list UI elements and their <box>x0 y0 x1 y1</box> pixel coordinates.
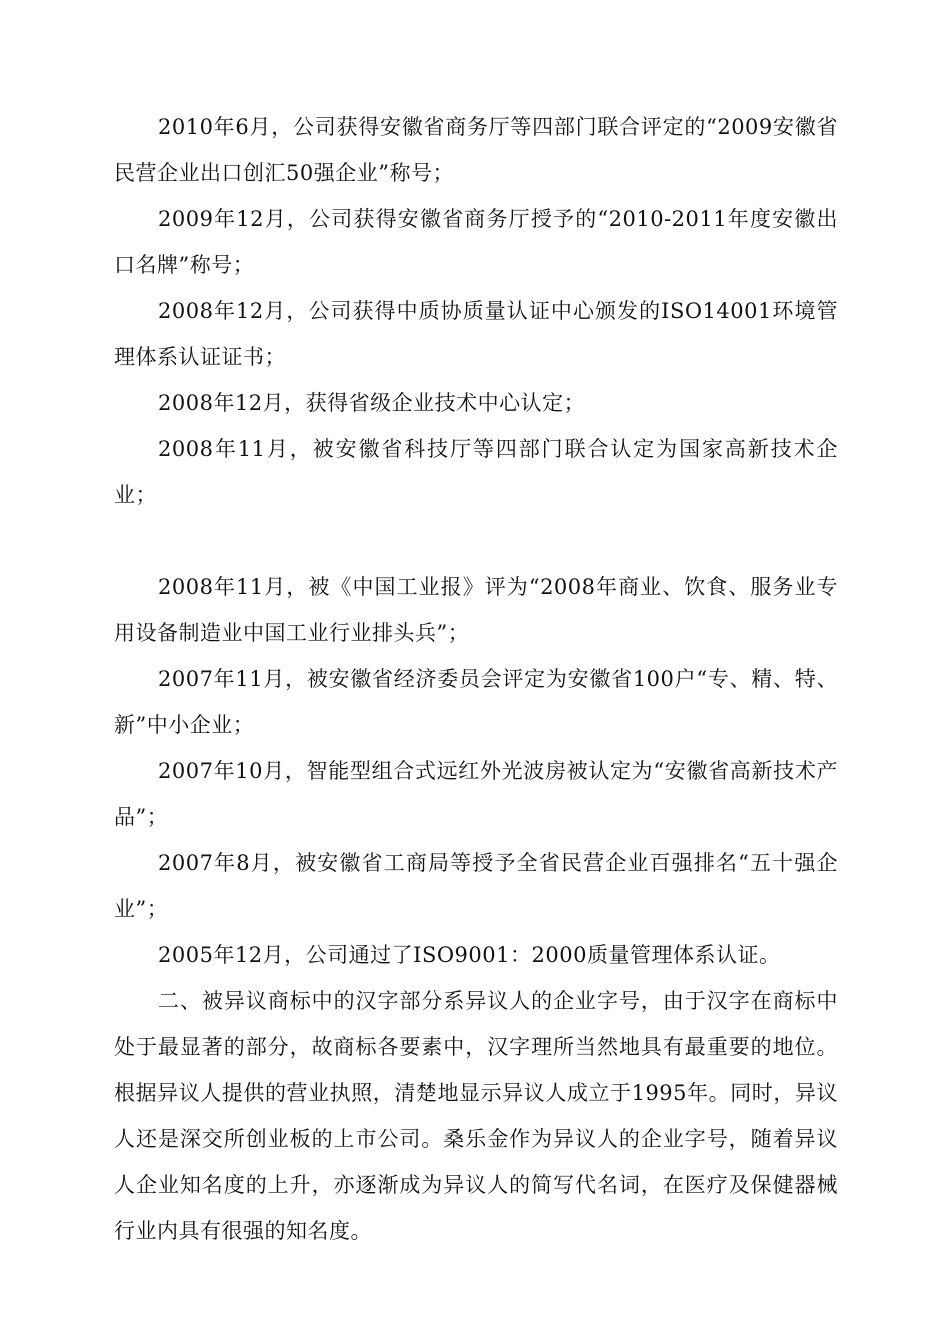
paragraph-2008-11-high-tech: 2008年11月，被安徽省科技厅等四部门联合认定为国家高新技术企业； <box>114 437 838 507</box>
paragraph-2009-12: 2009年12月，公司获得安徽省商务厅授予的“2010-2011年度安徽出口名牌”称号； <box>114 207 838 277</box>
paragraph-2010-06: 2010年6月，公司获得安徽省商务厅等四部门联合评定的“2009安徽省民营企业出口创汇50强企业”称号； <box>114 115 838 185</box>
blank-line <box>114 518 838 564</box>
paragraph-2007-10: 2007年10月，智能型组合式远红外光波房被认定为“安徽省高新技术产品”； <box>114 759 838 829</box>
paragraph-2007-08: 2007年8月，被安徽省工商局等授予全省民营企业百强排名“五十强企业”； <box>114 851 838 921</box>
paragraph-2008-11-industry-report: 2008年11月，被《中国工业报》评为“2008年商业、饮食、服务业专用设备制造业中国工业行业排头兵”； <box>114 575 838 645</box>
paragraph-2008-12-iso14001: 2008年12月，公司获得中质协质量认证中心颁发的ISO14001环境管理体系认证证书； <box>114 299 838 369</box>
paragraph-2005-12: 2005年12月，公司通过了ISO9001：2000质量管理体系认证。 <box>158 943 781 967</box>
paragraph-2007-11: 2007年11月，被安徽省经济委员会评定为安徽省100户“专、精、特、新”中小企业； <box>114 667 838 737</box>
document-body <box>114 104 838 1254</box>
paragraph-2008-12-tech-center: 2008年12月，获得省级企业技术中心认定； <box>158 391 586 415</box>
paragraph-section-two: 二、被异议商标中的汉字部分系异议人的企业字号，由于汉字在商标中处于最显著的部分，故商标各要素中，汉字理所当然地具有最重要的地位。根据异议人提供的营业执照，清楚地显示异议人成立于1995年。同时，异议人还是深交所创业板的上市公司。桑乐金作为异议人的企业字号，随着异议人企业知名度的上升，亦逐渐成为异议人的简写代名词，在医疗及保健器械行业内具有很强的知名度。 <box>114 989 838 1243</box>
